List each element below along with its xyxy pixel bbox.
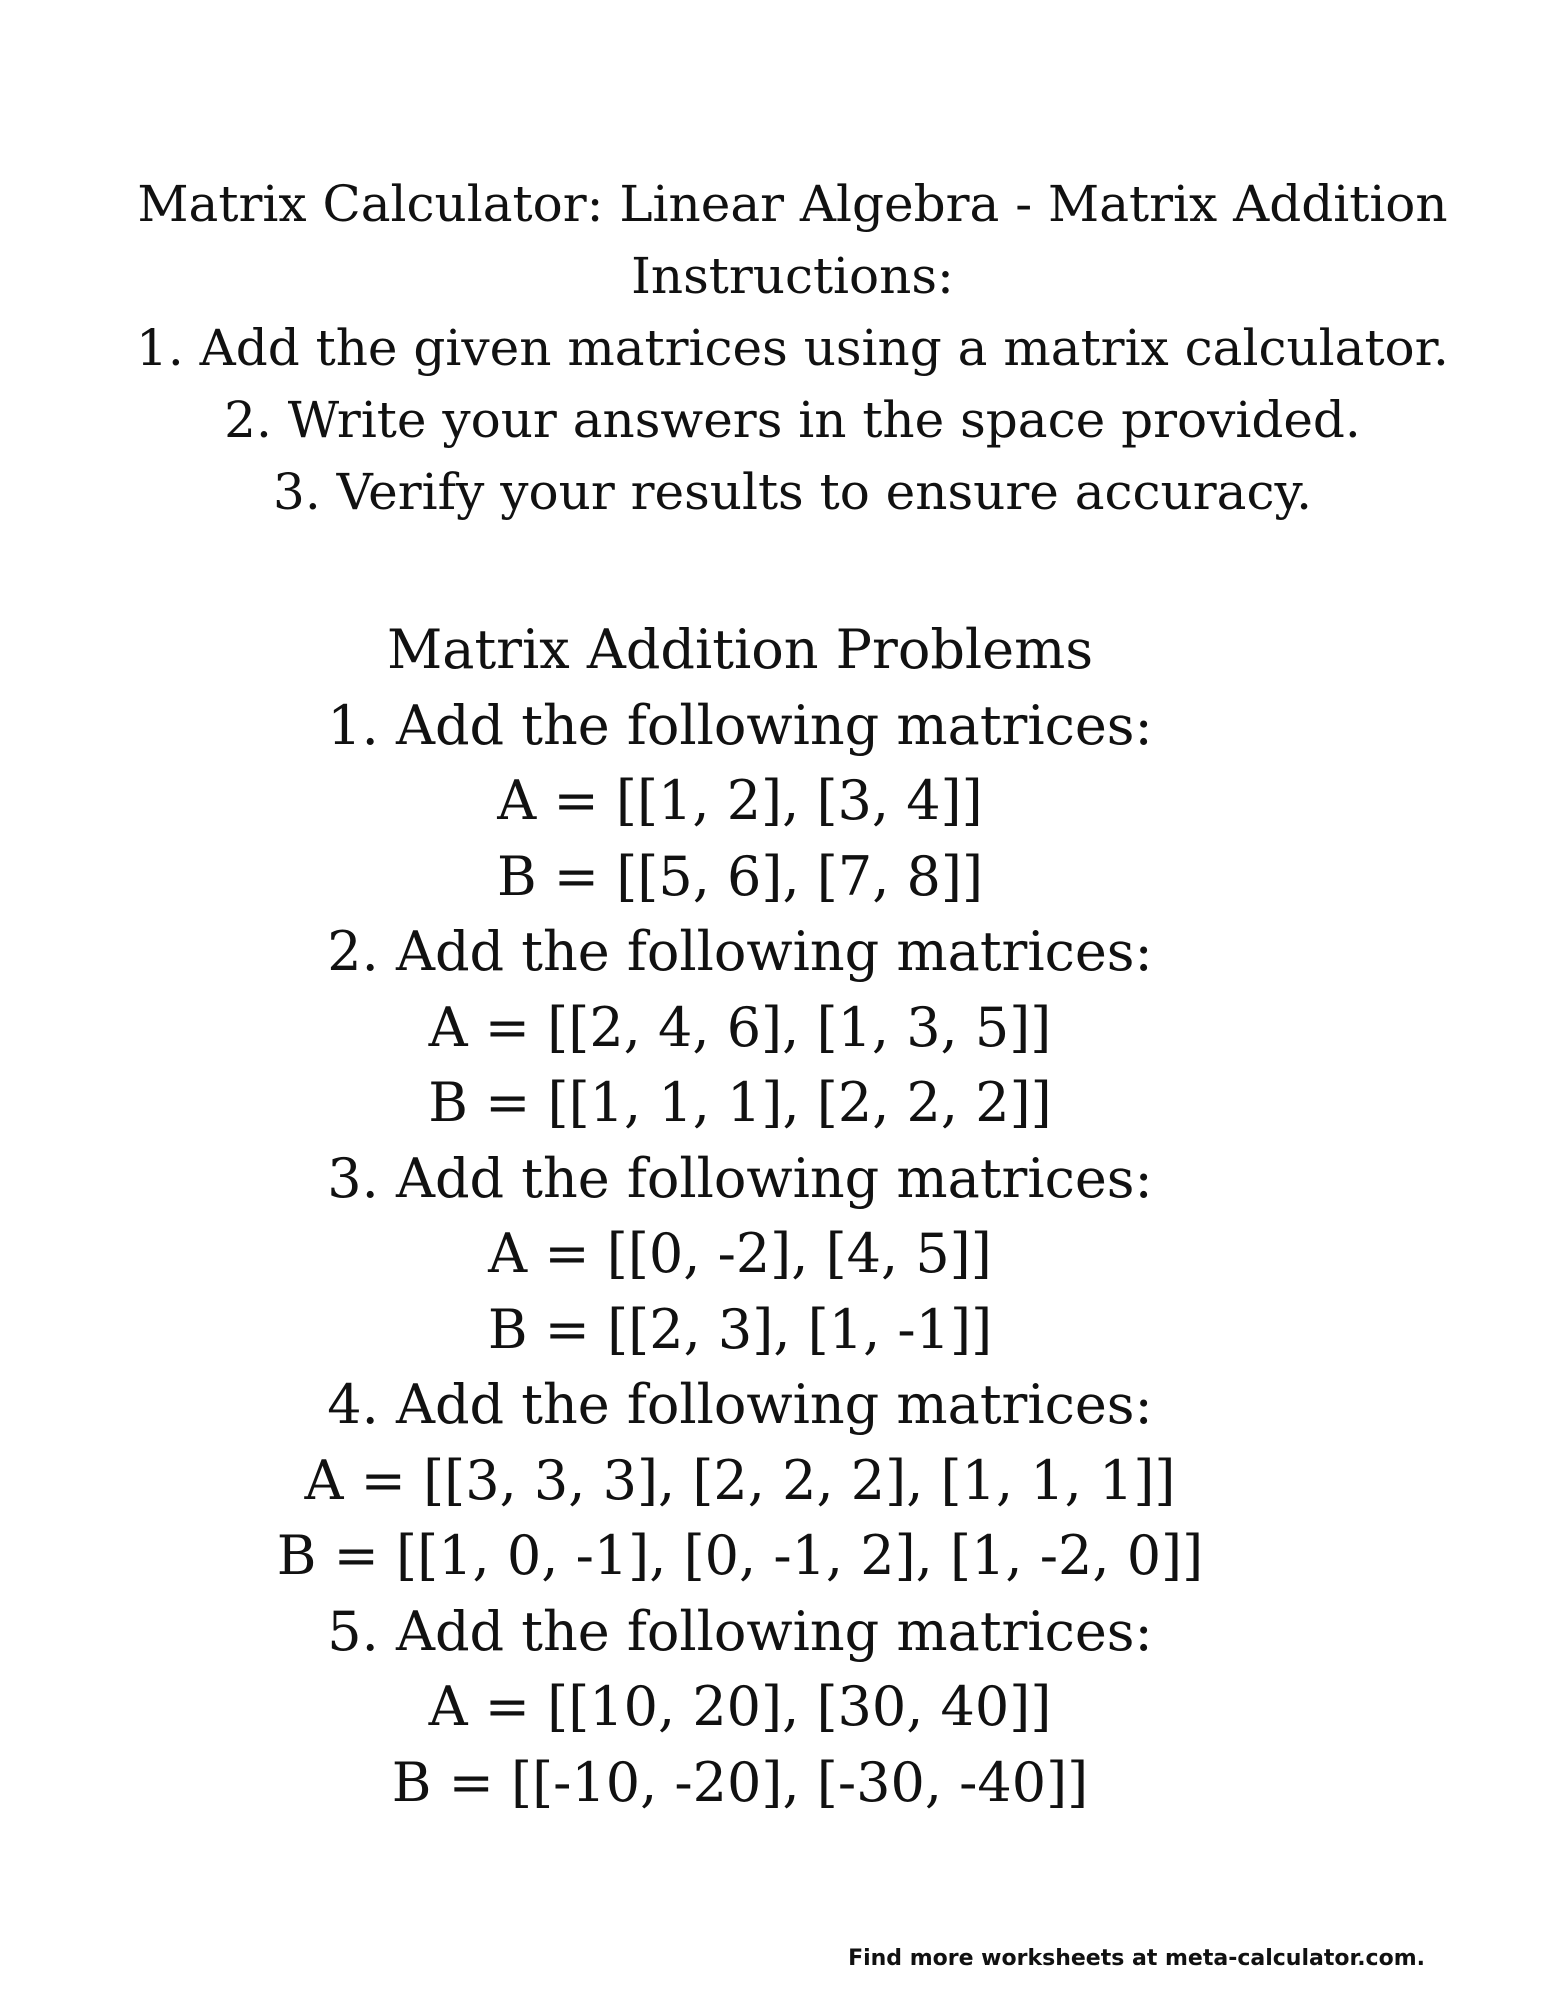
footer-note: Find more worksheets at meta-calculator.com. [848, 1946, 1425, 1971]
problem-3-matrix-a: A = [[0, -2], [4, 5]] [488, 1222, 992, 1285]
problem-2-matrix-a: A = [[2, 4, 6], [1, 3, 5]] [428, 995, 1052, 1059]
problem-5-matrix-b: B = [[-10, -20], [-30, -40]] [391, 1750, 1089, 1814]
problems-heading: Matrix Addition Problems [386, 618, 1094, 681]
problem-3-matrix-b: B = [[2, 3], [1, -1]] [487, 1297, 993, 1361]
problem-1-prompt: 1. Add the following matrices: [327, 693, 1153, 757]
instruction-step-3: 3. Verify your results to ensure accuracy. [273, 463, 1312, 521]
problem-2-matrix-b: B = [[1, 1, 1], [2, 2, 2]] [428, 1071, 1052, 1134]
problem-1-matrix-b: B = [[5, 6], [7, 8]] [496, 844, 984, 908]
problem-2-prompt: 2. Add the following matrices: [327, 920, 1153, 983]
problem-3-prompt: 3. Add the following matrices: [327, 1146, 1153, 1210]
problem-5-prompt: 5. Add the following matrices: [327, 1599, 1153, 1663]
instruction-step-2: 2. Write your answers in the space provided. [224, 391, 1361, 449]
instruction-step-1: 1. Add the given matrices using a matrix calculator. [136, 319, 1449, 377]
instructions-label: Instructions: [631, 247, 954, 305]
problem-4-prompt: 4. Add the following matrices: [327, 1373, 1153, 1436]
problem-4-matrix-a: A = [[3, 3, 3], [2, 2, 2], [1, 1, 1]] [304, 1448, 1176, 1512]
problem-4-matrix-b: B = [[1, 0, -1], [0, -1, 2], [1, -2, 0]] [276, 1524, 1204, 1587]
problem-1-matrix-a: A = [[1, 2], [3, 4]] [497, 769, 983, 832]
problems-block [250, 612, 1230, 1820]
instructions-block [120, 168, 1465, 528]
worksheet-title: Matrix Calculator: Linear Algebra - Matrix Addition [137, 175, 1448, 233]
problem-5-matrix-a: A = [[10, 20], [30, 40]] [428, 1675, 1052, 1738]
